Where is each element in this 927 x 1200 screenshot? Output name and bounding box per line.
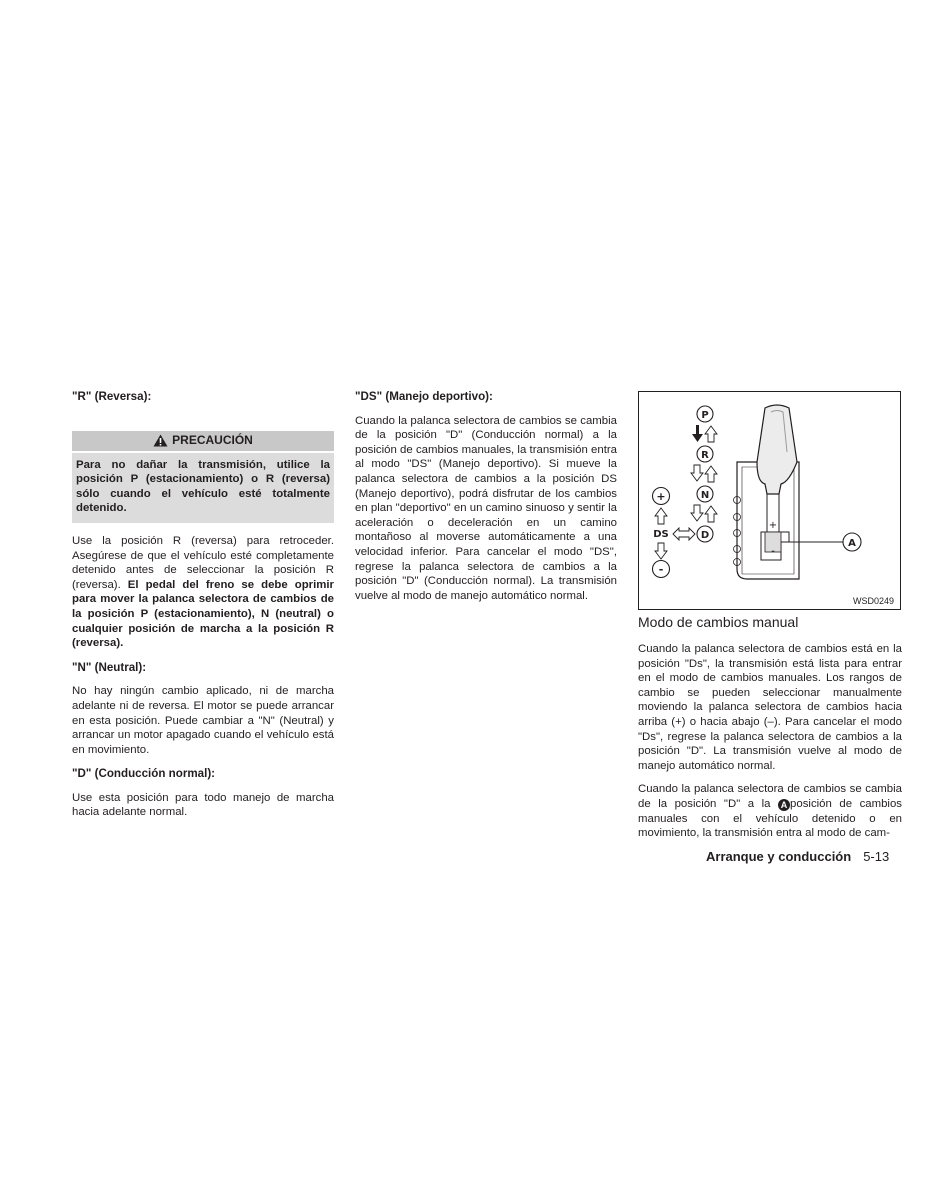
- heading-neutral: [72, 661, 334, 676]
- position-r-label: R: [701, 450, 709, 461]
- column-1: [72, 390, 334, 829]
- caution-text: Para no dañar la transmisión, utilice la posición P (estacionamiento) o R (reversa) sólo cuando el vehículo esté totalmente detenido.: [72, 453, 334, 523]
- caution-title: [72, 431, 334, 451]
- manual-mode-paragraph-2-b: posición de cambios manuales con el vehículo detenido o en movimiento, la transmisión entra al modo de cam-: [638, 797, 902, 840]
- manual-mode-paragraph-2-a: Cuando la palanca selectora de cambios se cambia de la posición "D" a la: [638, 783, 902, 810]
- heading-drive-mark: "D": [72, 767, 92, 781]
- manual-mode-paragraph-1: Cuando la palanca selectora de cambios está en la posición "Ds", la transmisión está lista para entrar en el modo de cambios manuales. Los rangos de cambio se pueden seleccionar manualmente moviendo la palanca selectora de cambios hacia arriba (+) o hacia abajo (–). Para cancelar el modo "Ds", regrese la palanca selectora de cambios a la posición "D". La transmisión vuelve al modo de manejo automático normal.: [638, 643, 902, 772]
- heading-drive: [72, 767, 334, 782]
- shift-lever-figure: [638, 391, 901, 610]
- position-n-label: N: [700, 490, 710, 501]
- arrow-ds-up: [655, 508, 667, 524]
- circle-a-icon: A: [778, 799, 790, 811]
- position-d-label: D: [700, 530, 710, 541]
- heading-ds-text: (Manejo deportivo):: [382, 390, 493, 403]
- arrow-ds-d: [673, 528, 695, 540]
- ds-paragraph: Cuando la palanca selectora de cambios se cambia de la posición "D" (Conducción normal) a la posición de cambios manuales, la transmisión entra al modo "DS" (Manejo deportivo). Si mueve la palanca selectora de cambios a la posición DS (Manejo deportivo), podrá disfrutar de los cambios en plan "deportivo" en un camino sinuoso y sentir la aceleración o deceleración en un camino montañoso al moverse automáticamente a una velocidad inferior. Para cancelar el modo "DS", regrese la palanca selectora de cambios a la posición "D" (Conducción normal). La transmisión vuelve al modo de manejo automático normal.: [355, 414, 617, 602]
- arrow-n-d: [691, 505, 717, 522]
- arrow-p-r-down: [692, 425, 703, 442]
- page-footer: [706, 849, 889, 864]
- callout-a-label: A: [848, 538, 856, 549]
- page-number: 5-13: [863, 849, 890, 864]
- warning-icon: [153, 434, 168, 447]
- caution-box: [72, 431, 334, 523]
- position-p-label: P: [701, 410, 709, 421]
- svg-text:-: -: [771, 546, 775, 557]
- column-3: [638, 642, 902, 850]
- heading-ds-mark: "DS": [355, 390, 383, 403]
- column-2: [355, 390, 617, 612]
- heading-reverse: [72, 390, 334, 405]
- minus-label: -: [658, 563, 664, 576]
- heading-ds: [355, 390, 617, 405]
- reverse-paragraph-bold: El pedal del freno se debe oprimir para mover la palanca selectora de cambios de la posición P (estacionamiento), N (neutral) o cualquier posición de marcha a la posición R (reversa).: [72, 578, 334, 650]
- section-title: Modo de cambios manual: [638, 614, 799, 630]
- plus-label: +: [656, 490, 666, 503]
- lever-knob: [757, 405, 797, 494]
- heading-neutral-text: (Neutral):: [91, 660, 147, 674]
- reverse-paragraph-text: Use la posición R (reversa) para retroceder. Asegúrese de que el vehículo esté completamente detenido antes de seleccionar la posición R (reversa).: [72, 534, 334, 591]
- heading-reverse-mark: "R": [72, 390, 92, 403]
- drive-paragraph: Use esta posición para todo manejo de marcha hacia adelante normal.: [72, 791, 334, 819]
- heading-drive-text: (Conducción normal):: [91, 767, 216, 781]
- reverse-paragraph: [72, 534, 334, 651]
- footer-section: Arranque y conducción: [706, 849, 852, 864]
- caution-title-text: PRECAUCIÓN: [172, 433, 253, 448]
- manual-mode-paragraph-2: [638, 782, 902, 840]
- arrow-p-r-up: [705, 426, 717, 442]
- ds-label: DS: [653, 529, 669, 540]
- arrow-ds-down: [655, 543, 667, 559]
- neutral-paragraph: No hay ningún cambio aplicado, ni de marcha adelante ni de reversa. El motor se puede arrancar en esta posición. Puede cambiar a "N" (Neutral) y arrancar un motor apagado cuando el vehículo está en movimiento.: [72, 685, 334, 756]
- shift-diagram: [639, 392, 900, 609]
- figure-code: WSD0249: [852, 596, 894, 606]
- arrow-r-n: [691, 465, 717, 482]
- svg-text:+: +: [768, 520, 778, 531]
- heading-neutral-mark: "N": [72, 660, 92, 674]
- heading-reverse-text: (Reversa):: [91, 390, 152, 403]
